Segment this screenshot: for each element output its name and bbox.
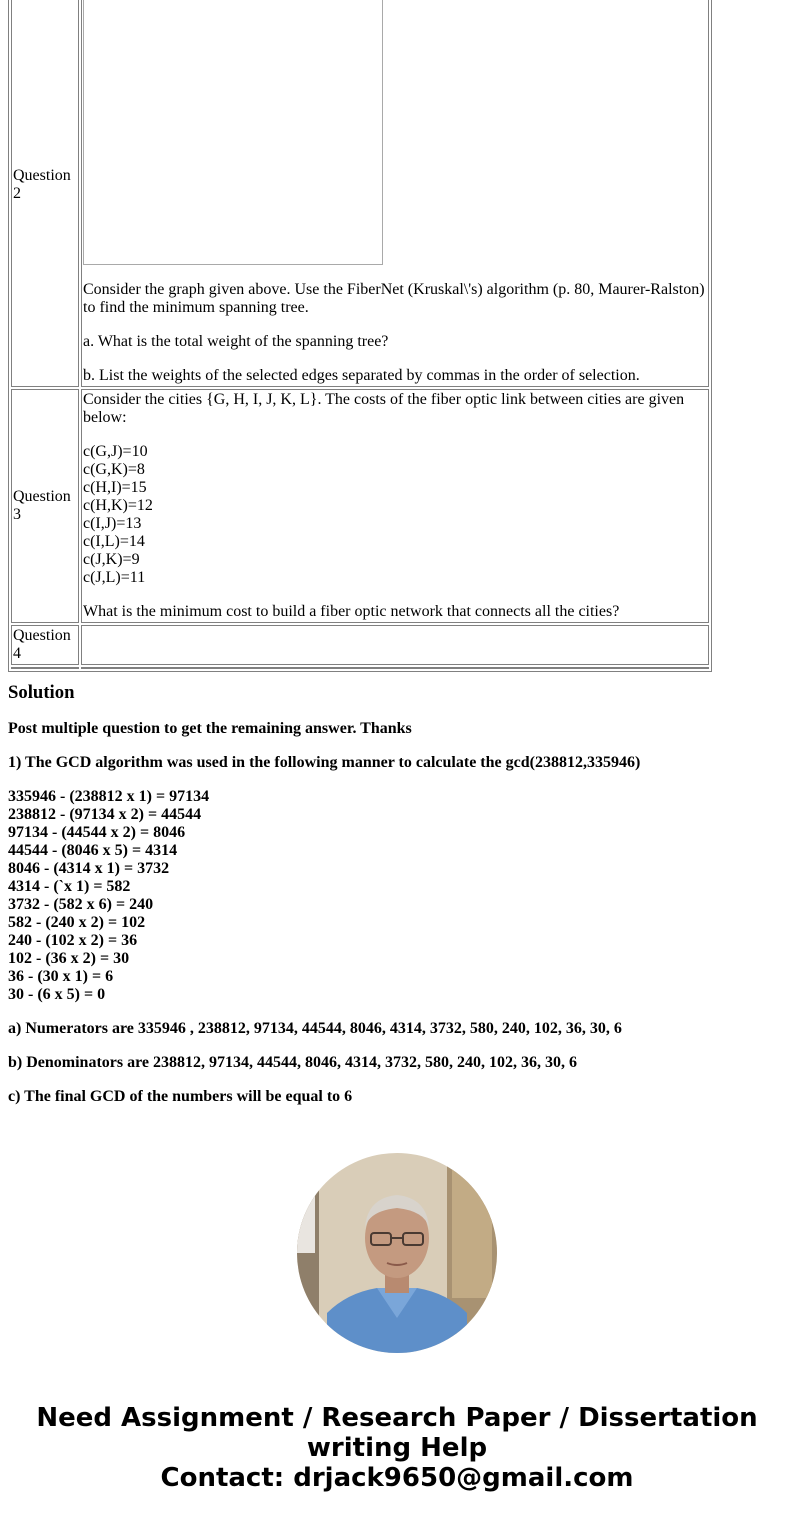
question-4-content [81, 625, 709, 665]
empty-row [11, 667, 709, 669]
question-2-row [11, 0, 709, 387]
cost-item: c(G,J)=10 [83, 443, 148, 460]
solution-note: Post multiple question to get the remaining answer. Thanks [8, 720, 412, 737]
answer-b: b) Denominators are 238812, 97134, 44544, 8046, 4314, 3732, 580, 240, 102, 36, 30, 6 [8, 1054, 578, 1071]
cost-item: c(J,L)=11 [83, 569, 146, 586]
question-3-row [11, 389, 709, 623]
solution-intro: 1) The GCD algorithm was used in the following manner to calculate the gcd(238812,335946) [8, 754, 641, 771]
cost-item: c(I,L)=14 [83, 533, 145, 550]
question-3-intro: Consider the cities {G, H, I, J, K, L}. The costs of the fiber optic link between cities are given below: [83, 391, 685, 426]
gcd-step: 97134 - (44544 x 2) = 8046 [8, 824, 186, 841]
footer-line-2: writing Help [306, 1433, 488, 1463]
author-portrait-icon [297, 1153, 497, 1353]
gcd-step: 102 - (36 x 2) = 30 [8, 950, 130, 967]
question-2-intro: Consider the graph given above. Use the FiberNet (Kruskal\'s) algorithm (p. 80, Maurer-Ralston) to find the minimum spanning tree. [83, 281, 705, 316]
questions-table [8, 0, 712, 672]
question-2-part-a: a. What is the total weight of the spanning tree? [83, 333, 389, 350]
cost-item: c(G,K)=8 [83, 461, 145, 478]
author-avatar [297, 1153, 497, 1353]
gcd-steps [8, 788, 788, 1004]
cost-item: c(I,J)=13 [83, 515, 142, 532]
solution-body [8, 720, 788, 1122]
cost-item: c(H,I)=15 [83, 479, 147, 496]
answer-c: c) The final GCD of the numbers will be equal to 6 [8, 1088, 353, 1105]
solution-heading: Solution [8, 682, 75, 703]
question-3-question: What is the minimum cost to build a fiber optic network that connects all the cities? [83, 603, 620, 620]
graph-image-placeholder [83, 0, 383, 265]
gcd-step: 238812 - (97134 x 2) = 44544 [8, 806, 202, 823]
question-3-label: Question 3 [11, 389, 79, 623]
question-4-label: Question 4 [11, 625, 79, 665]
gcd-step: 30 - (6 x 5) = 0 [8, 986, 106, 1003]
gcd-step: 44544 - (8046 x 5) = 4314 [8, 842, 178, 859]
footer-line-1: Need Assignment / Research Paper / Dissertation [36, 1403, 758, 1433]
question-4-row [11, 625, 709, 665]
gcd-step: 8046 - (4314 x 1) = 3732 [8, 860, 170, 877]
cost-item: c(J,K)=9 [83, 551, 140, 568]
question-2-part-b: b. List the weights of the selected edges separated by commas in the order of selection. [83, 367, 640, 384]
answer-a: a) Numerators are 335946 , 238812, 97134, 44544, 8046, 4314, 3732, 580, 240, 102, 36, 30, 6 [8, 1020, 622, 1037]
footer-banner [0, 1403, 794, 1493]
footer-contact: Contact: drjack9650@gmail.com [160, 1463, 634, 1493]
gcd-step: 335946 - (238812 x 1) = 97134 [8, 788, 210, 805]
question-3-content [81, 389, 709, 623]
gcd-step: 240 - (102 x 2) = 36 [8, 932, 138, 949]
question-2-content [81, 0, 709, 387]
question-2-label: Question 2 [11, 0, 79, 387]
cost-list [83, 443, 707, 587]
gcd-step: 36 - (30 x 1) = 6 [8, 968, 114, 985]
gcd-step: 4314 - (`x 1) = 582 [8, 878, 131, 895]
gcd-step: 582 - (240 x 2) = 102 [8, 914, 146, 931]
gcd-step: 3732 - (582 x 6) = 240 [8, 896, 154, 913]
cost-item: c(H,K)=12 [83, 497, 153, 514]
